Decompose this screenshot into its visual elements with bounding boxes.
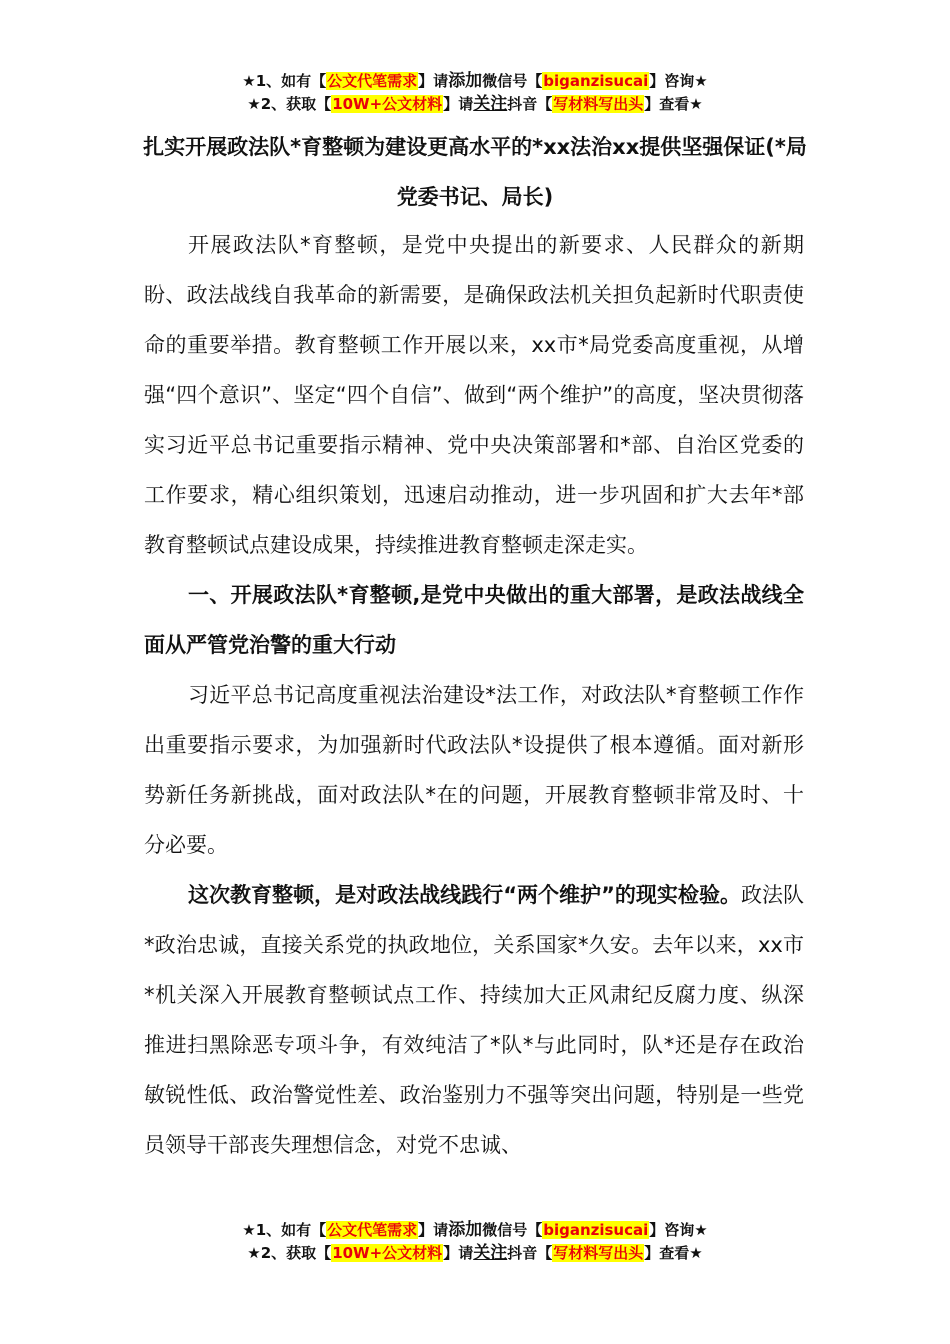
promo-line-2 xyxy=(0,1242,950,1265)
promo-line-2 xyxy=(0,93,950,116)
promo-emphasis: 关注 xyxy=(473,1243,508,1263)
promo-text: 】咨询★ xyxy=(649,72,708,90)
promo-text: 微信号【 xyxy=(482,1221,543,1239)
section-heading-1: 一、开展政法队*育整顿,是党中央做出的重大部署，是政法战线全面从严管党治警的重大行动 xyxy=(144,583,804,657)
promo-banner-bottom xyxy=(0,1219,950,1265)
document-body xyxy=(144,220,804,1170)
promo-highlight: 公文代笔需求 xyxy=(327,72,418,90)
promo-text: 微信号【 xyxy=(482,72,543,90)
promo-highlight: 公文代笔需求 xyxy=(327,1221,418,1239)
promo-line-1 xyxy=(0,70,950,93)
promo-highlight: 10W+公文材料 xyxy=(332,1244,443,1262)
wechat-id-highlight: biganzisucai xyxy=(543,1221,649,1239)
paragraph-text: 政法队*政治忠诚，直接关系党的执政地位，关系国家*久安。去年以来，xx市*机关深入开展教育整顿试点工作、持续加大正风肃纪反腐力度、纵深推进扫黑除恶专项斗争，有效纯洁了*队*与此同时，队*还是存在政治敏锐性低、政治警觉性差、政治鉴别力不强等突出问题，特别是一些党员领导干部丧失理想信念，对党不忠诚、 xyxy=(144,883,804,1157)
promo-text: 】咨询★ xyxy=(649,1221,708,1239)
douyin-highlight: 写材料写出头 xyxy=(553,95,644,113)
promo-text: 抖音【 xyxy=(507,1244,553,1262)
paragraph-intro: 开展政法队*育整顿，是党中央提出的新要求、人民群众的新期盼、政法战线自我革命的新需要，是确保政法机关担负起新时代职责使命的重要举措。教育整顿工作开展以来，xx市*局党委高度重视，从增强“四个意识”、坚定“四个自信”、做到“两个维护”的高度，坚决贯彻落实习近平总书记重要指示精神、党中央决策部署和*部、自治区党委的工作要求，精心组织策划，迅速启动推动，进一步巩固和扩大去年*部教育整顿试点建设成果，持续推进教育整顿走深走实。 xyxy=(144,233,804,557)
promo-text: ★2、获取【 xyxy=(247,1244,332,1262)
promo-banner-top xyxy=(0,70,950,116)
wechat-id-highlight: biganzisucai xyxy=(543,72,649,90)
promo-text: 】请 xyxy=(443,95,474,113)
promo-text: 抖音【 xyxy=(507,95,553,113)
promo-text: 】请 xyxy=(443,1244,474,1262)
paragraph-3 xyxy=(144,870,804,1170)
promo-highlight: 10W+公文材料 xyxy=(332,95,443,113)
promo-text: ★1、如有【 xyxy=(242,1221,327,1239)
promo-text: 】查看★ xyxy=(644,1244,703,1262)
promo-text: 】请 xyxy=(418,1221,449,1239)
promo-emphasis: 添加 xyxy=(448,1220,483,1240)
promo-text: 】查看★ xyxy=(644,95,703,113)
paragraph-lead-sentence: 这次教育整顿，是对政法战线践行“两个维护”的现实检验。 xyxy=(188,883,741,907)
document-title: 扎实开展政法队*育整顿为建设更高水平的*xx法治xx提供坚强保证(*局党委书记、局长) xyxy=(143,135,807,209)
promo-text: ★1、如有【 xyxy=(242,72,327,90)
paragraph-2: 习近平总书记高度重视法治建设*法工作，对政法队*育整顿工作作出重要指示要求，为加强新时代政法队*设提供了根本遵循。面对新形势新任务新挑战，面对政法队*在的问题，开展教育整顿非常及时、十分必要。 xyxy=(144,683,804,857)
promo-emphasis: 关注 xyxy=(473,94,508,114)
promo-text: 】请 xyxy=(418,72,449,90)
douyin-highlight: 写材料写出头 xyxy=(553,1244,644,1262)
promo-line-1 xyxy=(0,1219,950,1242)
promo-emphasis: 添加 xyxy=(448,71,483,91)
promo-text: ★2、获取【 xyxy=(247,95,332,113)
